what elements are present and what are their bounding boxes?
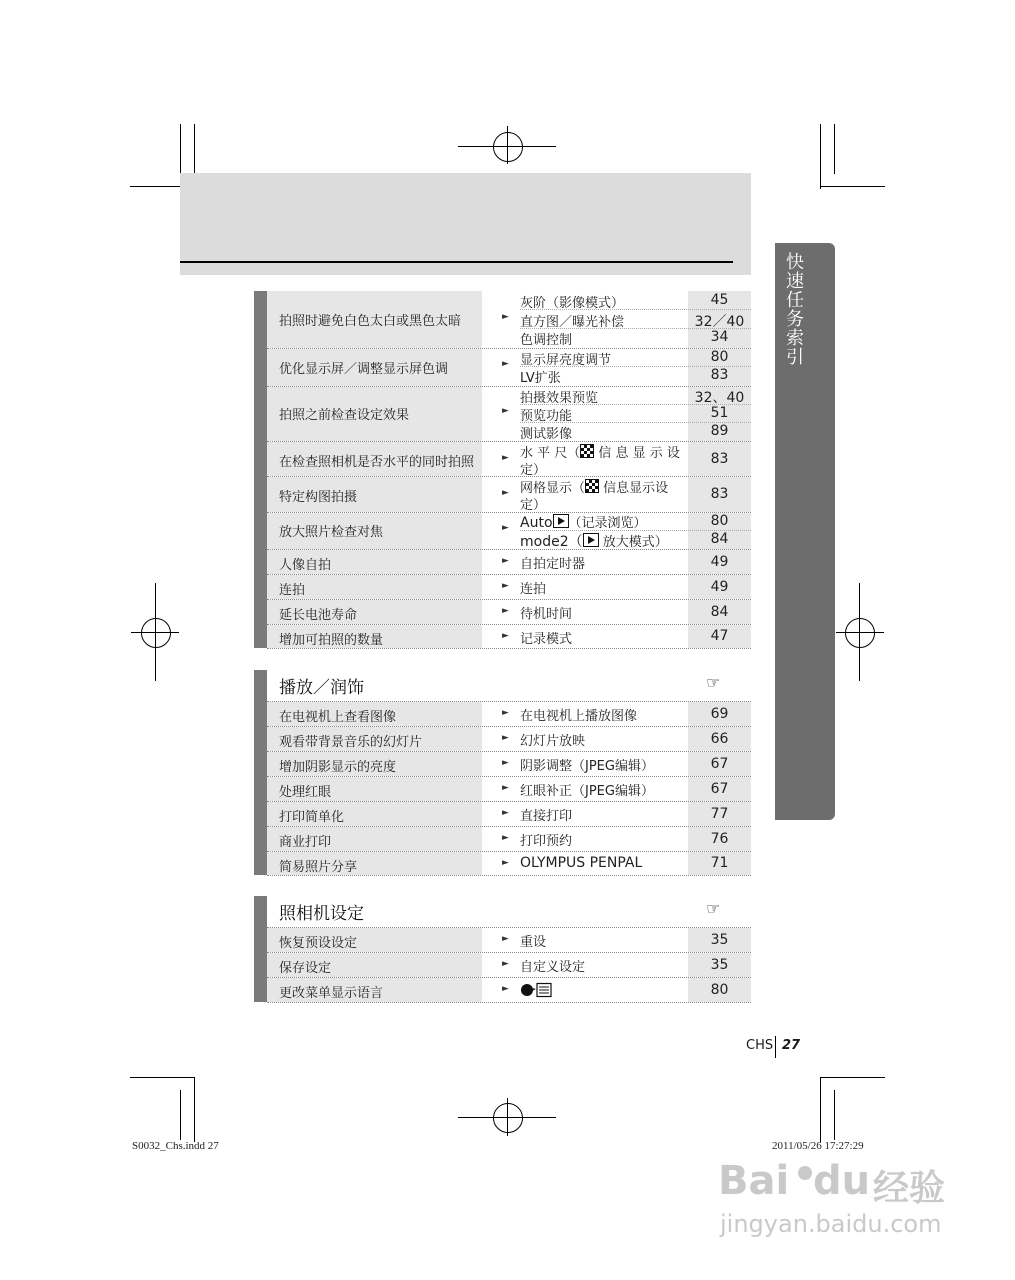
page-number: 80 [710,349,729,365]
crop-mark [820,186,885,187]
page-cell [688,442,751,476]
header-band [180,173,751,275]
page-number: 49 [688,575,751,599]
arrow-icon: ► [502,808,509,818]
arrow-icon: ► [502,523,509,533]
crop-mark [180,1090,181,1140]
playback-icon [583,533,599,547]
watermark-url: jingyan.baidu.com [720,1210,942,1238]
section-playback [254,670,751,875]
page-number: 83 [710,451,729,467]
task-cell: 恢复预设设定 [267,928,482,952]
page-number: 47 [688,625,751,648]
side-tab-label: 快速任务索引 [786,252,804,368]
arrow-icon: ► [502,858,509,868]
page-number: 76 [688,827,751,851]
page-number: 66 [688,727,751,751]
section-title: 播放／润饰 [279,678,364,698]
page-number: 34 [710,329,729,345]
arrow-icon: ► [502,959,509,969]
language-menu-icon [520,982,688,1002]
item-label: 连拍 [520,582,547,597]
arrow-icon: ► [502,631,509,641]
item-label: 在电视机上播放图像 [520,709,638,724]
item-label: 显示屏亮度调节 [520,353,612,368]
page-cell [688,291,751,348]
section-bar [254,896,267,1002]
item-label: 幻灯片放映 [520,734,586,749]
item-label: mode2（ 放大模式） [520,534,668,550]
page-number: 35 [688,953,751,977]
page-number: 83 [710,486,729,502]
crop-mark [820,124,821,189]
page-number: 80 [710,513,729,529]
crop-mark [130,1077,195,1078]
item-label: OLYMPUS PENPAL [520,855,643,871]
task-cell: 打印简单化 [267,802,482,826]
section-title: 照相机设定 [279,904,364,924]
item-label: 自拍定时器 [520,557,586,572]
section-shooting [254,291,751,648]
footer-separator [775,1036,776,1058]
arrow-icon: ► [502,758,509,768]
task-cell: 连拍 [267,575,482,599]
arrow-icon: ► [502,556,509,566]
item-label: 阴影调整（JPEG编辑） [520,759,654,774]
arrow-icon: ► [502,733,509,743]
crop-mark [834,1090,835,1140]
task-cell: 增加可拍照的数量 [267,625,482,648]
paw-icon [798,1166,812,1180]
item-label: 水 平 尺（ 信 息 显 示 设 [520,446,680,461]
section-camera-settings [254,896,751,1002]
task-cell: 简易照片分享 [267,852,482,875]
task-cell: 拍照时避免白色太白或黑色太暗 [267,291,482,348]
arrow-icon: ► [502,934,509,944]
task-cell: 在检查照相机是否水平的同时拍照 [267,442,482,476]
page-number: 32／40 [694,314,745,330]
arrow-icon: ► [502,606,509,616]
registration-mark [493,1103,523,1133]
arrow-icon: ► [502,488,509,498]
page-number: 89 [710,423,729,439]
page-cell [688,513,751,549]
page-number: 77 [688,802,751,826]
task-cell: 处理红眼 [267,777,482,801]
watermark-logo: Bai du 经验 [718,1158,946,1209]
task-cell: 在电视机上查看图像 [267,702,482,726]
page-number: 69 [688,702,751,726]
item-label: 红眼补正（JPEG编辑） [520,784,654,799]
task-cell: 特定构图拍摄 [267,477,482,512]
task-cell: 增加阴影显示的亮度 [267,752,482,776]
crop-mark [820,1077,821,1142]
task-cell: 优化显示屏／调整显示屏色调 [267,349,482,386]
task-cell: 延长电池寿命 [267,600,482,624]
task-cell: 观看带背景音乐的幻灯片 [267,727,482,751]
page-cell [688,387,751,441]
task-cell: 商业打印 [267,827,482,851]
task-cell: 更改菜单显示语言 [267,978,482,1002]
arrow-icon: ► [502,312,509,322]
item-label: 拍摄效果预览 [520,391,599,406]
item-label: 自定义设定 [520,960,586,975]
page-ref-icon: ☞ [706,899,721,918]
item-label: Auto （记录浏览） [520,515,647,531]
page-cell [688,477,751,512]
page-number: 32、40 [694,390,745,406]
registration-mark [845,618,875,648]
header-rule [180,261,733,263]
arrow-icon: ► [502,581,509,591]
playback-icon [553,514,569,528]
item-label: 网格显示（ 信息显示设 [520,481,669,496]
section-bar [254,291,267,648]
item-label: 直接打印 [520,809,573,824]
file-info: S0032_Chs.indd 27 [132,1140,219,1152]
page-number: 80 [688,978,751,1002]
page-number: 35 [688,928,751,952]
task-cell: 拍照之前检查设定效果 [267,387,482,441]
registration-mark [493,132,523,162]
arrow-icon: ► [502,783,509,793]
page-number: 67 [688,777,751,801]
item-label: 重设 [520,935,547,950]
arrow-icon: ► [502,453,509,463]
print-date: 2011/05/26 17:27:29 [772,1140,864,1152]
crop-mark [180,124,181,174]
page-ref-icon: ☞ [706,673,721,692]
item-label: 色调控制 [520,333,573,348]
info-display-icon [580,444,594,458]
item-label: 预览功能 [520,409,573,424]
page-number: 67 [688,752,751,776]
task-cell: 放大照片检查对焦 [267,513,482,549]
task-cell: 保存设定 [267,953,482,977]
arrow-icon: ► [502,708,509,718]
item-label: 记录模式 [520,632,573,647]
item-label: 灰阶（影像模式） [520,296,625,311]
arrow-icon: ► [502,406,509,416]
info-display-icon [585,479,599,493]
footer-lang: CHS [746,1038,774,1053]
item-label: 定） [520,463,547,478]
arrow-icon: ► [502,833,509,843]
task-cell: 人像自拍 [267,550,482,574]
crop-mark [194,1077,195,1142]
item-label: LV扩张 [520,371,561,386]
page-number: 45 [710,292,729,308]
arrow-icon: ► [502,984,509,994]
page-number: 84 [710,531,729,547]
item-label: 测试影像 [520,427,573,442]
crop-mark [834,124,835,174]
page-number: 71 [688,852,751,875]
item-label: 定） [520,498,547,513]
section-bar [254,670,267,875]
registration-mark [141,618,171,648]
page-cell [688,349,751,386]
item-label: 打印预约 [520,834,573,849]
arrow-icon: ► [502,359,509,369]
page-number: 51 [710,405,729,421]
page-number: 83 [710,367,729,383]
side-tab [775,243,835,820]
page-number: 84 [688,600,751,624]
page-number: 27 [782,1038,801,1053]
page-number: 49 [688,550,751,574]
item-label: 待机时间 [520,607,573,622]
item-label: 直方图／曝光补偿 [520,315,625,330]
crop-mark [820,1077,885,1078]
